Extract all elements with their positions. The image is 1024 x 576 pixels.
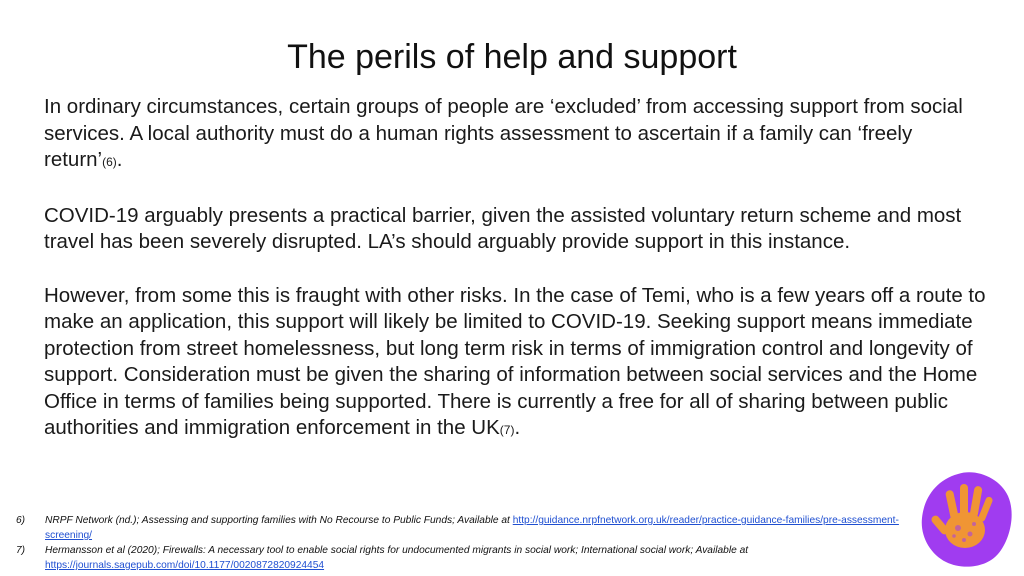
reference-number: 6) [16,515,26,526]
reference-citation: Hermansson et al (2020); Firewalls: A necessary tool to enable social rights for undocumented migrants in social work; International social work; Available at [45,545,749,556]
paragraph-3 [44,283,994,444]
reference-text [45,513,916,543]
paragraph-text: In ordinary circumstances, certain groups of people are ‘excluded’ from accessing support from social services. A local authority must do a human rights assessment to ascertain if a family can ‘freely return’ [44,95,963,171]
paragraph-text: However, from some this is fraught with other risks. In the case of Temi, who is a few years off a route to make an application, this support will likely be limited to COVID-19. Seeking support means immediate protection from street homelessness, but long term risk in terms of immigration control and longevity of support. Consideration must be given the sharing of information between social services and the Home Office in terms of families being supported. There is currently a free for all of sharing between public authorities and immigration enforcement in the UK [44,283,986,439]
paragraph-tail: . [514,416,521,439]
slide-title: The perils of help and support [287,38,737,76]
paragraph-tail: . [116,148,123,171]
reference-link[interactable]: https://journals.sagepub.com/doi/10.1177/0020872820924454 [45,560,325,571]
reference-link[interactable]: http://guidance.nrpfnetwork.org.uk/reader/practice-guidance-families/pre-assessment-screening/ [45,515,899,541]
slide-body [44,94,994,444]
handprint-logo-icon [918,470,1014,570]
citation-ref: (7) [499,423,515,437]
reference-item [16,543,916,573]
reference-number: 7) [16,545,26,556]
paragraph-text: COVID-19 arguably presents a practical barrier, given the assisted voluntary return scheme and most travel has been severely disrupted. LA’s should arguably provide support in this instance. [44,203,962,253]
reference-text [45,543,916,573]
reference-item [16,513,916,543]
reference-citation: NRPF Network (nd.); Assessing and supporting families with No Recourse to Public Funds; Available at [45,515,513,526]
paragraph-1 [44,94,994,176]
paragraph-2 [44,203,994,256]
references-list [16,513,916,573]
citation-ref: (6) [102,155,117,169]
